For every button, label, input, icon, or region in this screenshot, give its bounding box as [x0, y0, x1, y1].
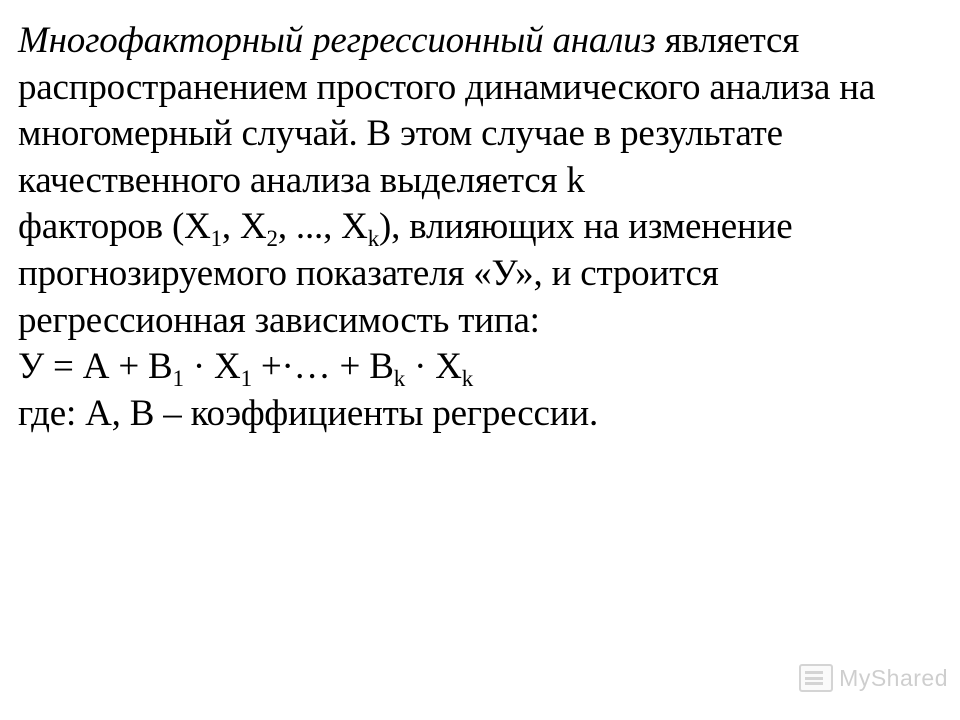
- paragraph-line-3: случай. В этом случае в результате: [241, 113, 783, 155]
- paragraph-line-6: «У», и строится регрессионная: [18, 253, 719, 341]
- factors-enumeration: [18, 206, 620, 251]
- factors-sub-2: 2: [266, 225, 278, 251]
- main-paragraph: [18, 18, 946, 344]
- regression-formula: [18, 344, 946, 391]
- formula-part-1: У = А + В: [18, 346, 173, 388]
- factors-sub-k: k: [367, 225, 379, 251]
- paragraph-line-7: зависимость типа:: [254, 299, 540, 341]
- formula-sub-2: 1: [240, 365, 252, 391]
- formula-sub-3: k: [393, 365, 406, 391]
- formula-part-3: +·… + В: [251, 346, 394, 388]
- factors-sub-1: 1: [210, 225, 222, 251]
- paragraph-line-5: изменение прогнозируемого показателя: [18, 206, 793, 295]
- factors-mid-2: , ..., X: [277, 206, 368, 248]
- watermark-label: MyShared: [839, 664, 948, 691]
- formula-legend: где: А, В – коэффициенты регрессии.: [18, 392, 598, 434]
- emphasized-term: Многофакторный регрессионный анализ: [18, 20, 656, 61]
- paragraph-line-4: качественного анализа выделяется k: [18, 159, 585, 201]
- watermark: [799, 664, 948, 692]
- factors-suffix: ), влияющих на: [378, 206, 620, 248]
- formula-sub-4: k: [461, 365, 474, 391]
- slide-body-text: [18, 18, 946, 437]
- formula-part-2: · Х: [183, 346, 241, 388]
- factors-prefix: факторов (X: [18, 206, 211, 248]
- slide-document-icon: [799, 664, 833, 692]
- paragraph-line-2: динамического анализа на многомерный: [18, 66, 876, 155]
- formula-sub-1: 1: [172, 365, 184, 391]
- paragraph-line-1: является распространением простого: [18, 20, 800, 108]
- formula-part-4: · Х: [405, 346, 462, 388]
- factors-mid-1: , X: [221, 206, 267, 248]
